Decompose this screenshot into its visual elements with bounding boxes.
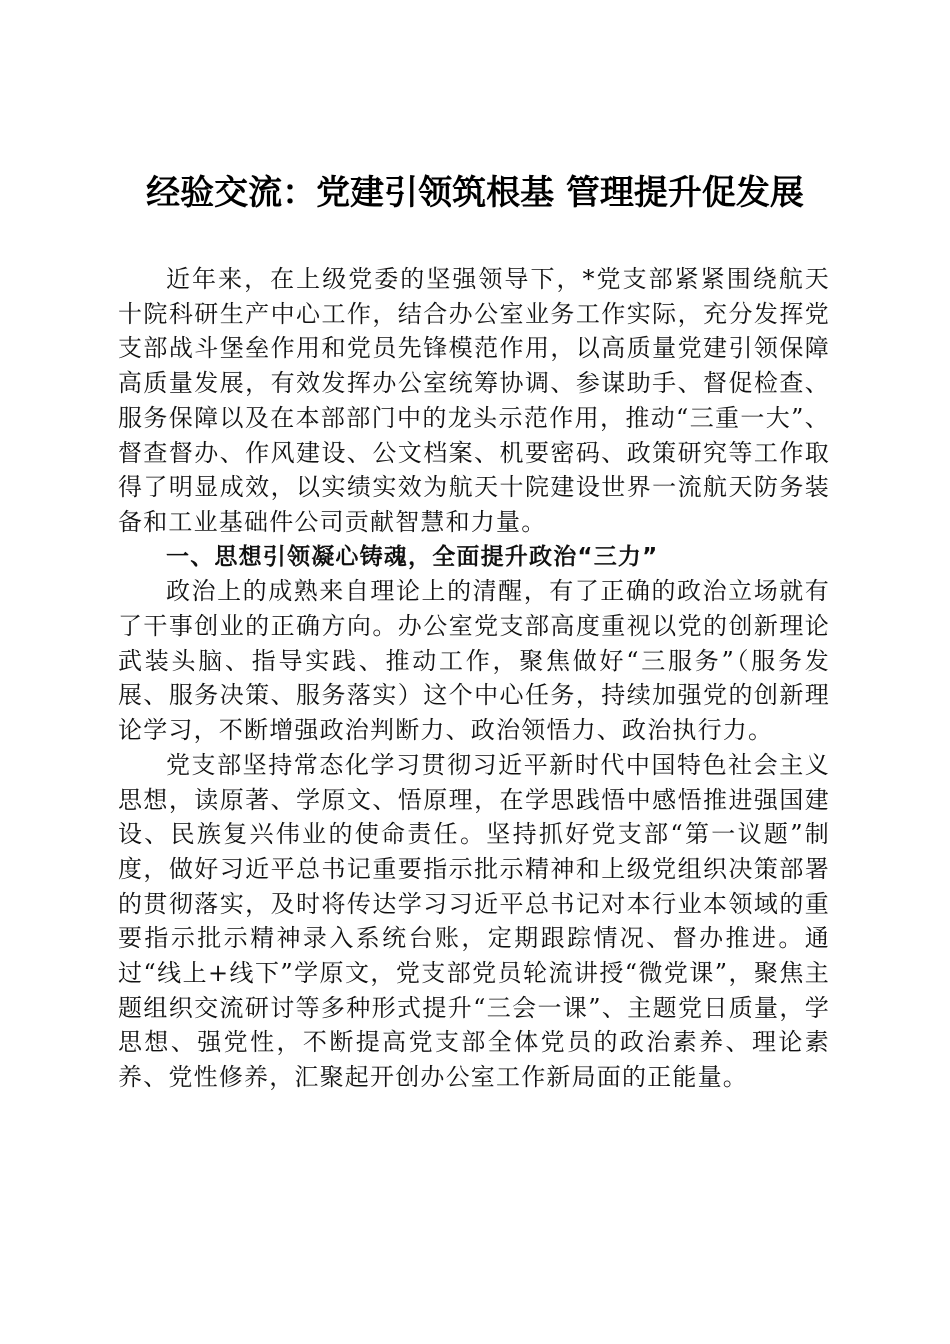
section-paragraph: 党支部坚持常态化学习贯彻习近平新时代中国特色社会主义思想，读原著、学原文、悟原理，在学思践悟中感悟推进强国建设、民族复兴伟业的使命责任。坚持抓好党支部“第一议题”制度，做好习近平总书记重要指示批示精神和上级党组织决策部署的贯彻落实，及时将传达学习习近平总书记对本行业本领域的重要指示批示精神录入系统台账，定期跟踪情况、督办推进。通过“线上+线下”学原文，党支部党员轮流讲授“微党课”，聚焦主题组织交流研讨等多种形式提升“三会一课”、主题党日质量，学思想、强党性，不断提高党支部全体党员的政治素养、理论素养、党性修养，汇聚起开创办公室工作新局面的正能量。	[118, 750, 830, 1092]
document-body	[118, 262, 830, 1095]
document-title: 经验交流：党建引领筑根基 管理提升促发展	[146, 173, 804, 213]
section-paragraph: 政治上的成熟来自理论上的清醒，有了正确的政治立场就有了干事创业的正确方向。办公室党支部高度重视以党的创新理论武装头脑、指导实践、推动工作，聚焦做好“三服务”（服务发展、服务决策、服务落实）这个中心任务，持续加强党的创新理论学习，不断增强政治判断力、政治领悟力、政治执行力。	[118, 577, 830, 745]
section-heading: 一、思想引领凝心铸魂，全面提升政治“三力”	[166, 543, 659, 570]
intro-paragraph: 近年来，在上级党委的坚强领导下，*党支部紧紧围绕航天十院科研生产中心工作，结合办公室业务工作实际，充分发挥党支部战斗堡垒作用和党员先锋模范作用，以高质量党建引领保障高质量发展，有效发挥办公室统筹协调、参谋助手、督促检查、服务保障以及在本部部门中的龙头示范作用，推动“三重一大”、督查督办、作风建设、公文档案、机要密码、政策研究等工作取得了明显成效，以实绩实效为航天十院建设世界一流航天防务装备和工业基础件公司贡献智慧和力量。	[118, 265, 830, 536]
